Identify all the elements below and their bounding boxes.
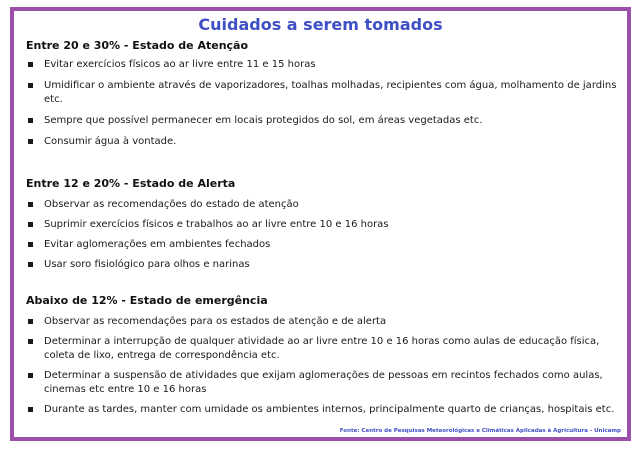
bullet-icon (28, 222, 33, 227)
bullet-icon (28, 373, 33, 378)
list-item: Consumir água à vontade. (28, 135, 618, 149)
list-item: Evitar aglomerações em ambientes fechados (28, 238, 618, 252)
list-item: Suprimir exercícios físicos e trabalhos ao ar livre entre 10 e 16 horas (28, 218, 618, 232)
section-heading-emergencia: Abaixo de 12% - Estado de emergência (26, 294, 268, 307)
bullet-icon (28, 407, 33, 412)
bullet-icon (28, 83, 33, 88)
list-atencao (28, 58, 618, 149)
bullet-icon (28, 62, 33, 67)
list-emergencia (28, 315, 618, 417)
bullet-icon (28, 339, 33, 344)
list-item: Observar as recomendações para os estados de atenção e de alerta (28, 315, 618, 329)
bullet-icon (28, 118, 33, 123)
bullet-icon (28, 319, 33, 324)
list-item: Sempre que possível permanecer em locais protegidos do sol, em áreas vegetadas etc. (28, 114, 618, 128)
bullet-icon (28, 139, 33, 144)
list-alerta (28, 198, 618, 272)
list-item: Observar as recomendações do estado de atenção (28, 198, 618, 212)
bullet-icon (28, 202, 33, 207)
bullet-icon (28, 262, 33, 267)
content-frame (10, 7, 631, 441)
list-item: Determinar a interrupção de qualquer atividade ao ar livre entre 10 e 16 horas como aulas de educação física, coleta de lixo, entrega de correspondência etc. (28, 335, 618, 363)
section-heading-alerta: Entre 12 e 20% - Estado de Alerta (26, 177, 236, 190)
list-item: Determinar a suspensão de atividades que exijam aglomerações de pessoas em recintos fechados como aulas, cinemas etc entre 10 e 16 horas (28, 369, 618, 397)
bullet-icon (28, 242, 33, 247)
section-heading-atencao: Entre 20 e 30% - Estado de Atenção (26, 39, 249, 52)
list-item: Durante as tardes, manter com umidade os ambientes internos, principalmente quarto de crianças, hospitais etc. (28, 403, 618, 417)
list-item: Umidificar o ambiente através de vaporizadores, toalhas molhadas, recipientes com água, molhamento de jardins etc. (28, 79, 618, 107)
source-caption: Fonte: Centro de Pesquisas Meteorológicas e Climáticas Aplicadas à Agricultura - Unicamp (339, 428, 621, 434)
list-item: Evitar exercícios físicos ao ar livre entre 11 e 15 horas (28, 58, 618, 72)
page-title: Cuidados a serem tomados (198, 15, 443, 34)
list-item: Usar soro fisiológico para olhos e narinas (28, 258, 618, 272)
